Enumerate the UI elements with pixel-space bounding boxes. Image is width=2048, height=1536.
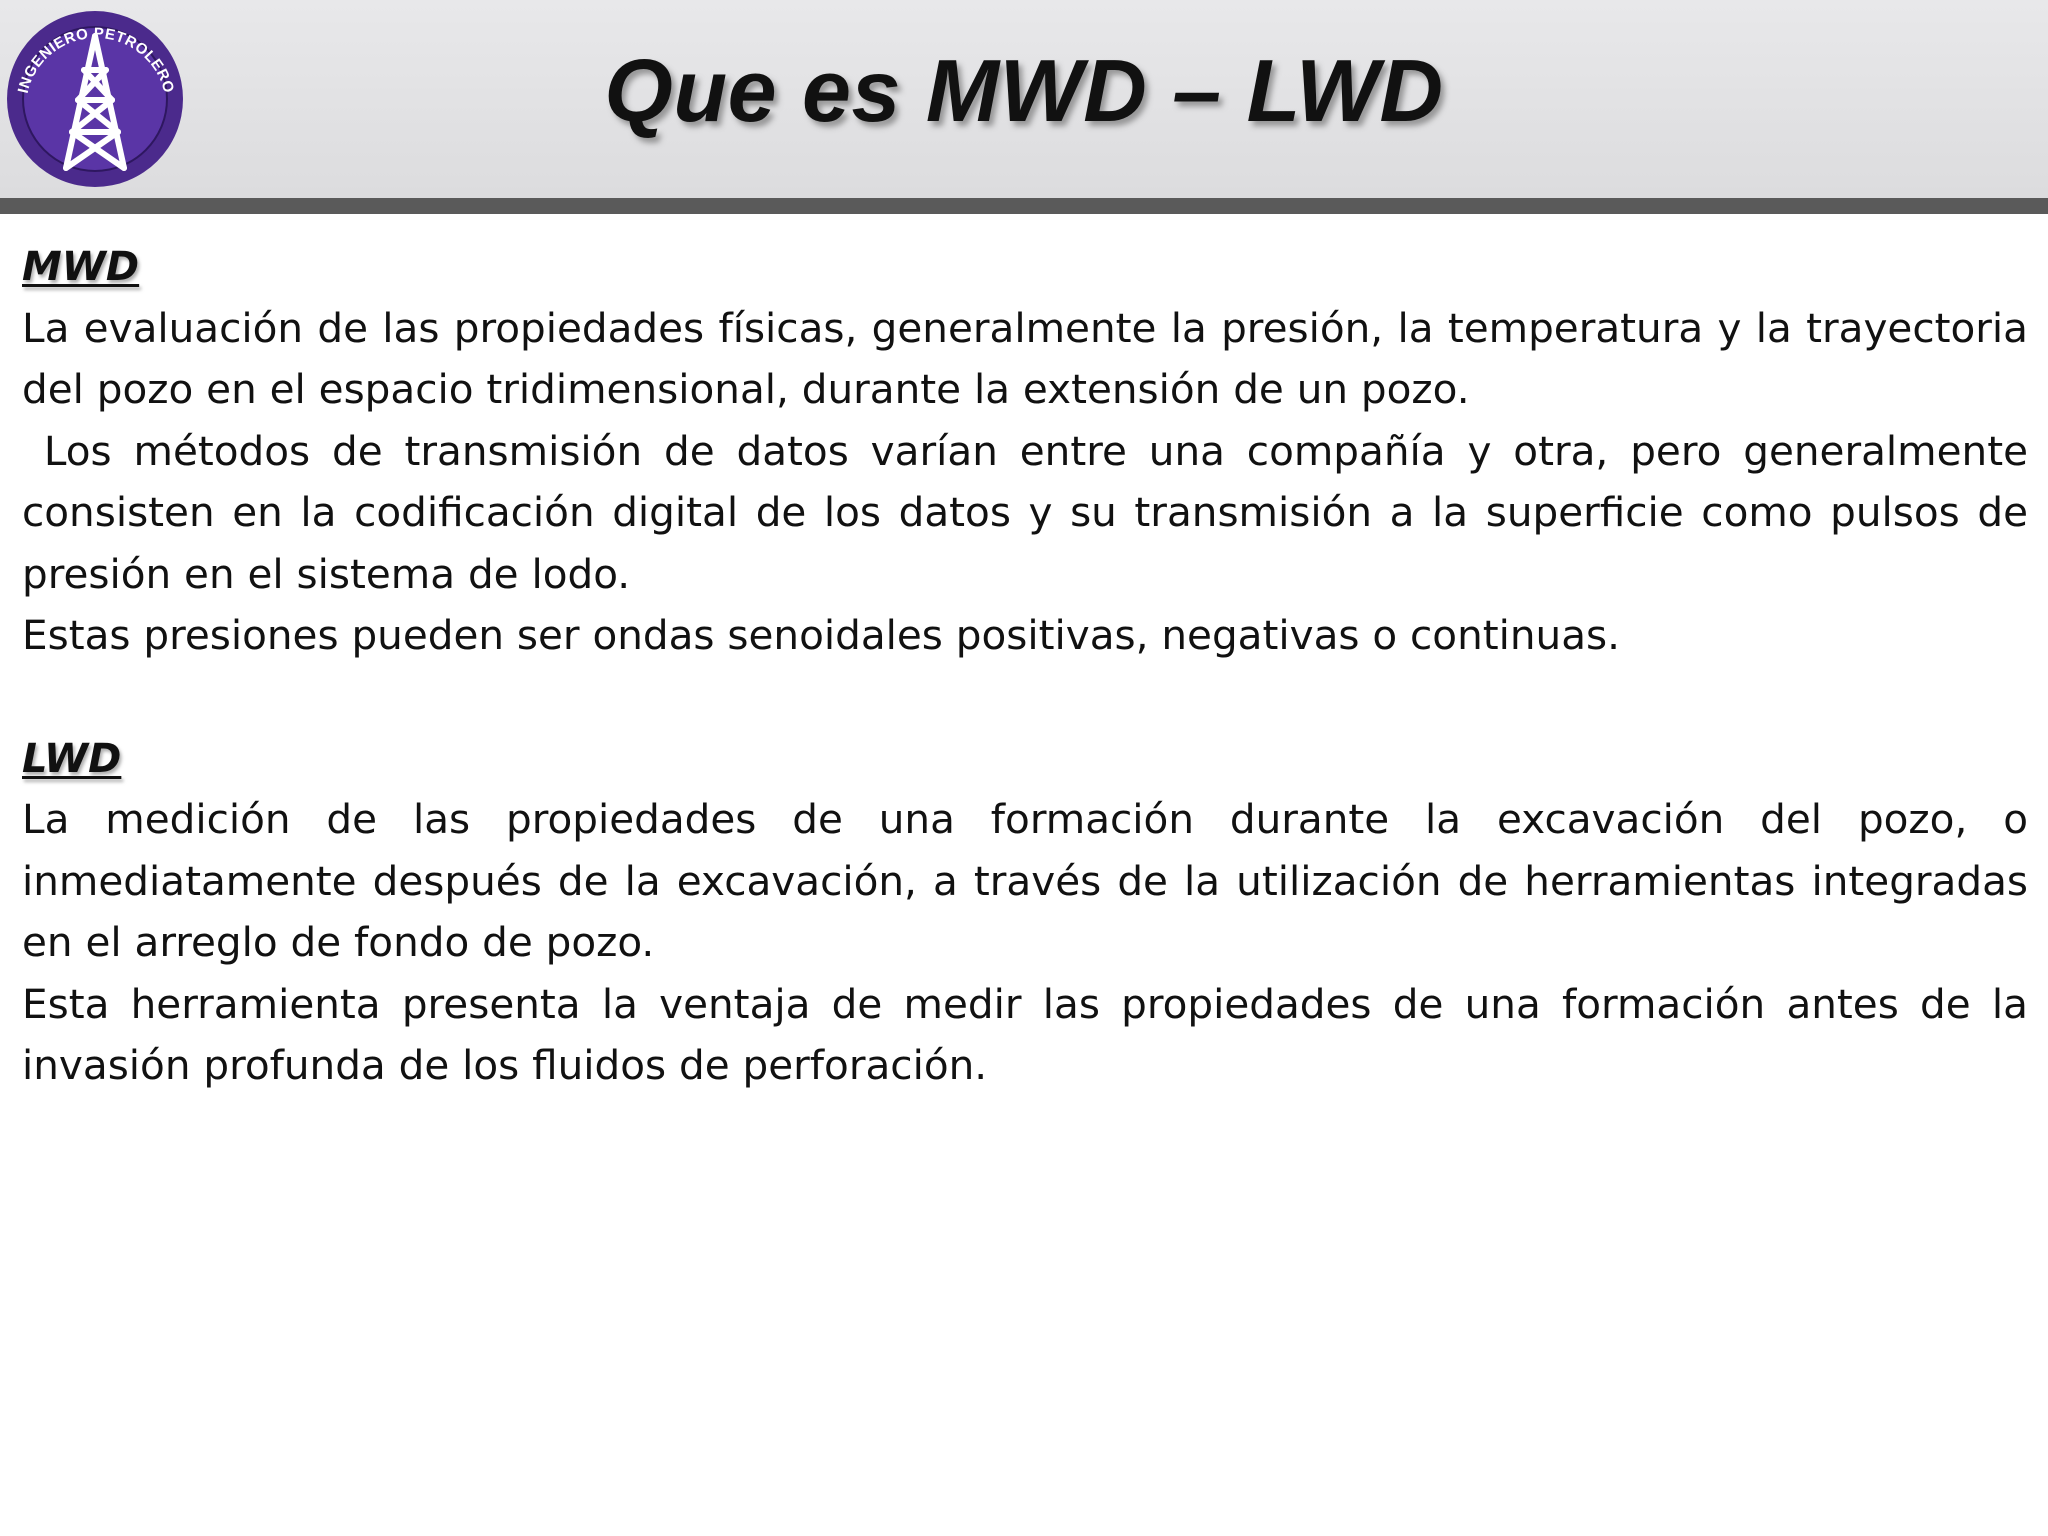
logo-text: INGENIERO PETROLERO: [14, 24, 178, 96]
page-title: Que es MWD – LWD: [604, 41, 1444, 140]
paragraph: Estas presiones pueden ser ondas senoidales positivas, negativas o continuas.: [22, 611, 1621, 659]
paragraph: La evaluación de las propiedades físicas, generalmente la presión, la temperatura y la trayectoria del pozo en el espacio tridimensional, durante la extensión de un pozo.: [22, 303, 2028, 413]
slide-body: [22, 236, 2041, 1097]
paragraph: Los métodos de transmisión de datos varían entre una compañía y otra, pero generalmente consisten en la codificación digital de los datos y su transmisión a la superficie como pulsos de presión en el sistema de lodo.: [22, 426, 2041, 598]
section-spacer: [22, 667, 2028, 728]
section-lwd: [22, 728, 2028, 1097]
section-heading: MWD: [22, 244, 140, 290]
section-heading: LWD: [22, 735, 122, 782]
header-divider: [0, 198, 2048, 214]
slide-header: [0, 0, 2048, 198]
section-mwd: [22, 236, 2041, 667]
paragraph: La medición de las propiedades de una formación durante la excavación del pozo, o inmediatamente después de la excavación, a través de la utilización de herramientas integradas en el arreglo de fondo de pozo.: [22, 795, 2028, 966]
paragraph: Esta herramienta presenta la ventaja de medir las propiedades de una formación antes de la invasión profunda de los fluidos de perforación.: [22, 979, 2028, 1089]
